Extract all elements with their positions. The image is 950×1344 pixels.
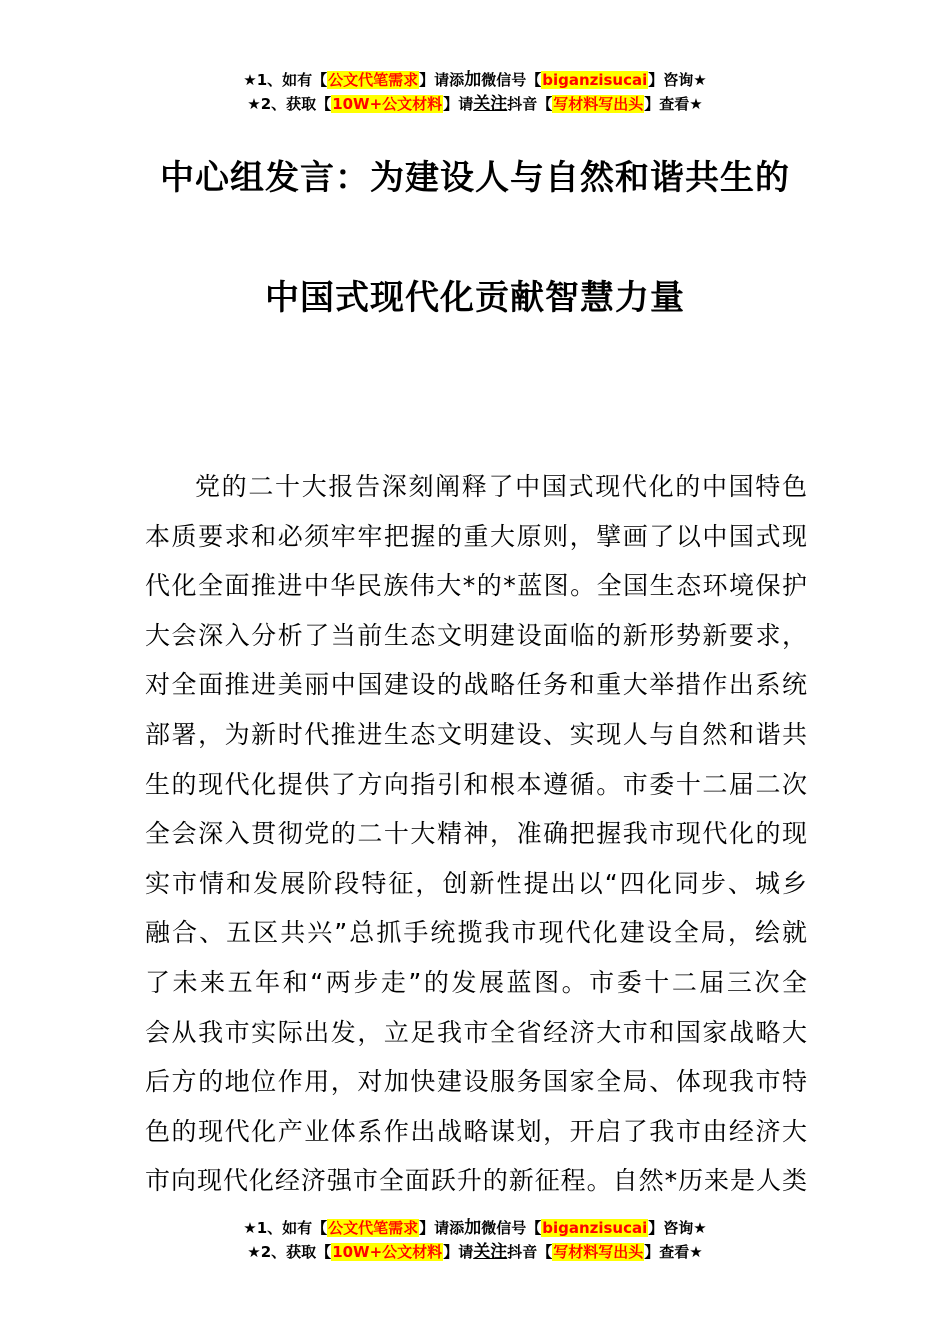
banner-line-1	[0, 1216, 950, 1240]
banner-highlight: 公文代笔需求	[328, 71, 419, 89]
body-line: 对全面推进美丽中国建设的战略任务和重大举措作出系统	[145, 670, 807, 700]
body-line: 党的二十大报告深刻阐释了中国式现代化的中国特色	[195, 472, 807, 501]
banner-highlight: 10W+公文材料	[332, 1243, 443, 1261]
banner-text: 】请	[443, 1243, 474, 1261]
banner-highlight: 写材料写出头	[553, 95, 644, 113]
bottom-promo-banner	[0, 1216, 950, 1264]
body-line: 了未来五年和“两步走”的发展蓝图。市委十二届三次全	[145, 967, 807, 997]
banner-text: 】查看★	[644, 95, 703, 113]
banner-text: 抖音【	[507, 95, 553, 113]
banner-highlight: biganzisucai	[542, 1219, 648, 1237]
body-line: 融合、五区共兴”总抓手统揽我市现代化建设全局，绘就	[145, 918, 807, 948]
body-line: 部署，为新时代推进生态文明建设、实现人与自然和谐共	[145, 719, 807, 749]
body-line: 大会深入分析了当前生态文明建设面临的新形势新要求，	[145, 620, 807, 650]
banner-line-2	[0, 1240, 950, 1264]
banner-line-1	[0, 68, 950, 92]
body-line: 色的现代化产业体系作出战略谋划，开启了我市由经济大	[145, 1116, 807, 1146]
banner-text: ★2、获取【	[247, 1243, 332, 1261]
banner-text: 】查看★	[644, 1243, 703, 1261]
banner-text: ★1、如有【	[243, 1219, 328, 1237]
banner-highlight: 写材料写出头	[553, 1243, 644, 1261]
body-line: 生的现代化提供了方向指引和根本遵循。市委十二届二次	[145, 769, 807, 799]
body-line: 会从我市实际出发，立足我市全省经济大市和国家战略大	[145, 1017, 807, 1047]
body-paragraph	[145, 462, 807, 1206]
banner-text: 加	[464, 70, 482, 90]
top-promo-banner	[0, 68, 950, 116]
banner-highlight: 公文代笔需求	[328, 1219, 419, 1237]
banner-highlight: biganzisucai	[542, 71, 648, 89]
body-line: 后方的地位作用，对加快建设服务国家全局、体现我市特	[145, 1067, 807, 1097]
banner-line-2	[0, 92, 950, 116]
banner-text: 关注	[473, 94, 508, 114]
body-line: 本质要求和必须牢牢把握的重大原则，擘画了以中国式现	[145, 521, 807, 551]
banner-text: 微信号【	[481, 71, 542, 89]
body-line: 实市情和发展阶段特征，创新性提出以“四化同步、城乡	[145, 868, 807, 898]
banner-text: 加	[464, 1218, 482, 1238]
banner-text: 】请添	[419, 1219, 465, 1237]
banner-text: 微信号【	[481, 1219, 542, 1237]
document-title-line-1: 中心组发言：为建设人与自然和谐共生的	[160, 158, 790, 198]
body-line: 市向现代化经济强市全面跃升的新征程。自然*历来是人类	[145, 1166, 807, 1196]
document-title-line-2: 中国式现代化贡献智慧力量	[265, 278, 685, 318]
banner-text: 抖音【	[507, 1243, 553, 1261]
banner-text: 】请	[443, 95, 474, 113]
banner-text: 关注	[473, 1242, 508, 1262]
banner-text: ★2、获取【	[247, 95, 332, 113]
body-line: 全会深入贯彻党的二十大精神，准确把握我市现代化的现	[145, 819, 807, 849]
banner-text: 】咨询★	[648, 1219, 707, 1237]
banner-text: 】请添	[419, 71, 465, 89]
banner-text: ★1、如有【	[243, 71, 328, 89]
banner-text: 】咨询★	[648, 71, 707, 89]
banner-highlight: 10W+公文材料	[332, 95, 443, 113]
body-line: 代化全面推进中华民族伟大*的*蓝图。全国生态环境保护	[145, 571, 807, 601]
